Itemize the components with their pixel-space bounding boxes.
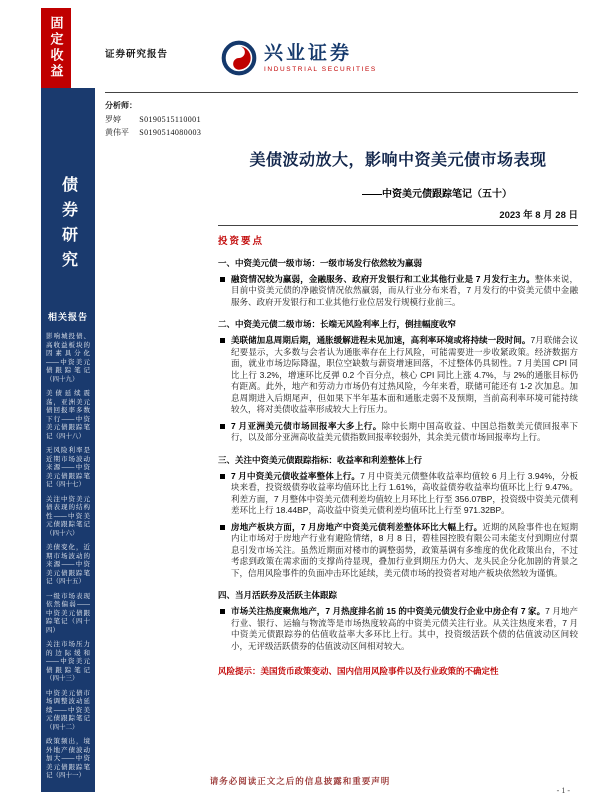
brand-text (264, 43, 377, 73)
bullet-text: 7 月中资美元债收益率整体上行。7 月中资美元债整体收益率均值较 6 月上行 3.94%，分板块来看，投资级债券收益率均值环比上行 1.61%，高收益债券收益率均值环比上行 9.47%。利差方面，7 月整体中资美元债利差均值较上月环比上行至 356.07BP，投资级中资美元债利差环比上行 18.44BP，高收益中资美元债利差均值环比上行至 971.32BP。 (231, 470, 579, 515)
sidebar (41, 88, 95, 792)
bullet-text: 市场关注热度聚焦地产，7 月热度排名前 15 的中资美元债发行企业中房企有 7 家。7 月地产行业、银行、运输与物流等是市场热度较高的中资美元债关注行业。从关注热度来看，7 月中资美元债跟踪券的估值收益率大多环比上行。其中，投资级活跃个债的估值波动区间较小，无评级活跃债券的估值波动区间相对较大。 (231, 606, 578, 651)
bullet-square-icon (220, 474, 225, 479)
section-heading: 二、中资美元债二级市场：长端无风险利率上行，倒挂幅度收窄 (218, 319, 457, 329)
brand-subtitle: INDUSTRIAL SECURITIES (264, 66, 377, 73)
bullet-square-icon (220, 525, 225, 530)
analyst-name: 黄伟平 (105, 128, 129, 137)
related-report-item: 一级市场表现依然偏弱——中资美元债跟踪笔记（四十四） (46, 592, 90, 634)
analyst-name: 罗婷 (105, 114, 121, 124)
related-report-item: 美债延续震荡，亚洲美元债回报率多数下行——中资美元债跟踪笔记（四十八） (46, 390, 90, 440)
category-badge: 固定收益 (41, 8, 71, 88)
page-number: - 1 - (556, 786, 570, 795)
related-report-item: 美债变化，近期市场波动的来源——中资美元债跟踪笔记（四十五） (46, 544, 90, 585)
report-header (105, 0, 578, 93)
related-reports-header: 相关报告 (47, 312, 88, 322)
bullet-text: 7 月亚洲美元债市场回报率大多上行。除中长期中国高收益、中国总指数美元债回报率下行，以及部分亚洲高收益美元债指数回报率较弱外，其余美元债市场回报率均上行。 (231, 420, 578, 442)
related-report-item: 中资美元债市场调整波动延续——中资美元债跟踪笔记（四十二） (46, 689, 90, 731)
bullet-item (218, 274, 578, 309)
bullet-text: 房地产板块方面，7 月房地产中资美元债利差整体环比大幅上行。近期的风险事件也在短期内让市场对于房地产行业有避险情绪，8 月 8 日，碧桂园控股有限公司未能支付到期应付票息引发市场关注。虽然近期面对楼市的调整弱势，政策基调有多维度的优化政策出台，不过考虑到政策在需求面的支撑尚待显现，叠加行业到期压力仍大、龙头民企分化加剧的背景之下，信用风险事件的负面冲击环比延续，美元债市场的投资者对地产板块依然较为谨慎。 (231, 521, 578, 578)
brand-name: 兴业证券 (264, 43, 353, 64)
section-tracking-indicators (218, 455, 578, 580)
analyst-row (105, 126, 578, 140)
report-subtitle: ——中资美元债跟踪笔记（五十） (362, 188, 512, 200)
report-body (105, 0, 578, 677)
section-heading: 一、中资美元债一级市场：一级市场发行依然较为羸弱 (218, 257, 423, 268)
bullet-text: 融资情况较为羸弱，金融服务、政府开发银行和工业其他行业是 7 月发行主力。整体来说，目前中资美元债的净融资情况依然羸弱，而从行业分布来看，7 月发行的中资美元债中金融服务、政府开发银行和工业其他行业位居发行规模行业前三。 (231, 273, 578, 307)
related-report-item: 政策频出，境外地产债波动加大——中资美元债跟踪笔记（四十一） (46, 738, 90, 779)
brand (221, 40, 377, 76)
key-points-label: 投资要点 (218, 235, 265, 247)
analyst-row (105, 113, 578, 127)
bullet-item (218, 421, 578, 444)
bullet-item (218, 606, 578, 652)
bullet-text: 美联储加息周期后期，通胀缓解进程未见加速，高利率环境或将持续一段时间。7月联储会议纪要显示，大多数与会者认为通胀率存在上行风险，可能需要进一步收紧政策。经济数据方面，就业市场边际降温，职位空缺数与薪资增速回落，不过整体仍具韧性。7 月美国 CPI 同比上行 3.2%，增速环比反弹 0.2 个百分点，核心 CPI 同比上涨 4.7%，与 2%的通胀目标仍有距离。此外，地产和劳动力市场仍有过热风险，今年来看，联储可能还有 1-2 次加息。加息周期进入后期尾声，但如果下半年基本面和通胀走弱不及预期，当前高利率环境可能持续较久，将对美债收益率形成较大上行压力。 (231, 335, 578, 414)
section-secondary-market (218, 319, 578, 444)
bullet-square-icon (220, 424, 225, 429)
section-active-bonds (218, 590, 578, 652)
related-report-item: 关注市场压力的边际缓和——中资美元债跟踪笔记（四十三） (46, 641, 90, 682)
analyst-license-id: S0190514080003 (139, 128, 202, 137)
section-primary-market (218, 258, 578, 309)
bullet-square-icon (220, 338, 225, 343)
section-heading: 三、关注中资美元债跟踪指标：收益率和利差整体上行 (218, 454, 423, 465)
report-title: 美债波动放大，影响中资美元债市场表现 (249, 151, 547, 169)
analyst-license-id: S0190515110001 (139, 114, 201, 124)
bullet-item (218, 522, 578, 580)
content-column (218, 147, 578, 678)
bullet-item (218, 335, 578, 416)
report-type-label: 证券研究报告 (105, 49, 169, 60)
analyst-block (105, 93, 578, 140)
related-report-item: 无风险利率是近期市场波动来源——中资美元债跟踪笔记（四十七） (46, 447, 90, 488)
bullet-square-icon (220, 609, 225, 614)
section-heading: 四、当月活跃券及活跃主体跟踪 (218, 590, 338, 600)
related-report-item: 关注中资美元债表现的结构性——中资美元债跟踪笔记（四十六） (46, 495, 90, 537)
bullet-item (218, 471, 578, 517)
footer-disclaimer: 请务必阅读正文之后的信息披露和重要声明 (209, 776, 391, 786)
analysts-label: 分析师： (105, 101, 137, 110)
report-date: 2023 年 8 月 28 日 (218, 207, 578, 226)
related-report-item: 影响城投债、高收益板块的因素具分化——中资美元债跟踪笔记（四十九） (46, 333, 90, 383)
sidebar-vertical-title: 债券研究 (59, 176, 77, 276)
bullet-square-icon (220, 277, 225, 282)
brand-logo-icon (221, 40, 257, 76)
risk-warning: 风险提示：美国货币政策变动、国内信用风险事件以及行业政策的不确定性 (218, 666, 499, 676)
